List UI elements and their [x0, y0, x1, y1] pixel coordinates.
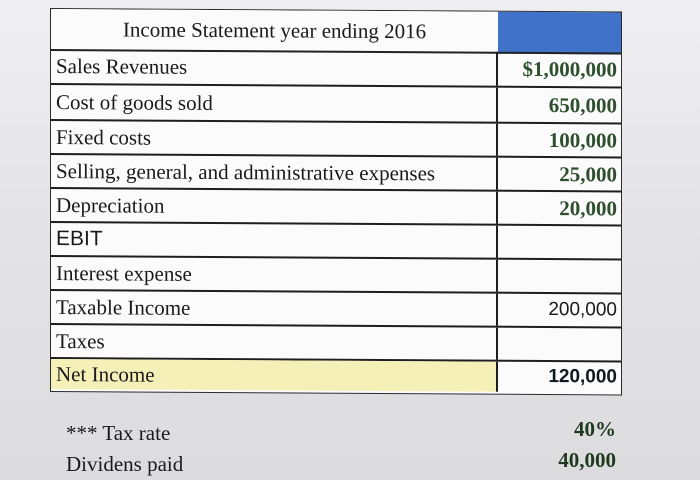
table-row-depreciation [51, 189, 621, 226]
row-value: 200,000 [548, 299, 617, 321]
row-value [498, 260, 621, 293]
table-row-interest-expense [51, 257, 621, 294]
row-label: Fixed costs [51, 121, 498, 156]
table-header [51, 9, 621, 52]
income-statement-table [50, 8, 622, 395]
dividends-value: 40,000 [558, 448, 616, 472]
statement-title: Income Statement year ending 2016 [51, 9, 498, 54]
row-label: Depreciation [51, 189, 498, 224]
tax-rate-value: 40% [574, 417, 616, 441]
table-row-taxes [51, 325, 621, 362]
row-value: 650,000 [548, 92, 617, 117]
row-label: Taxable Income [51, 291, 498, 326]
table-row-taxable-income [51, 291, 621, 328]
row-label: EBIT [51, 223, 498, 258]
row-value [498, 328, 621, 361]
tax-rate-label: *** Tax rate [66, 421, 171, 445]
row-label: Net Income [51, 359, 498, 392]
table-row-sga-expenses [51, 155, 621, 192]
row-label: Taxes [51, 325, 498, 360]
table-row-fixed-costs [51, 121, 621, 158]
row-value: 25,000 [559, 161, 617, 186]
row-label: Cost of goods sold [51, 85, 498, 122]
table-row-sales-revenues [51, 49, 621, 88]
row-label: Sales Revenues [51, 49, 498, 86]
table-row-ebit [51, 223, 621, 260]
table-row-net-income [51, 359, 621, 392]
dividends-label: Dividens paid [66, 452, 184, 476]
row-value [498, 226, 621, 259]
row-label: Selling, general, and administrative expenses [51, 155, 498, 190]
row-value: $1,000,000 [522, 56, 617, 81]
row-value: 120,000 [548, 366, 617, 388]
row-value: 20,000 [559, 195, 617, 220]
row-label: Interest expense [51, 257, 498, 292]
row-value: 100,000 [548, 127, 617, 152]
header-accent-cell [498, 12, 621, 55]
table-row-cost-of-goods-sold [51, 85, 621, 124]
